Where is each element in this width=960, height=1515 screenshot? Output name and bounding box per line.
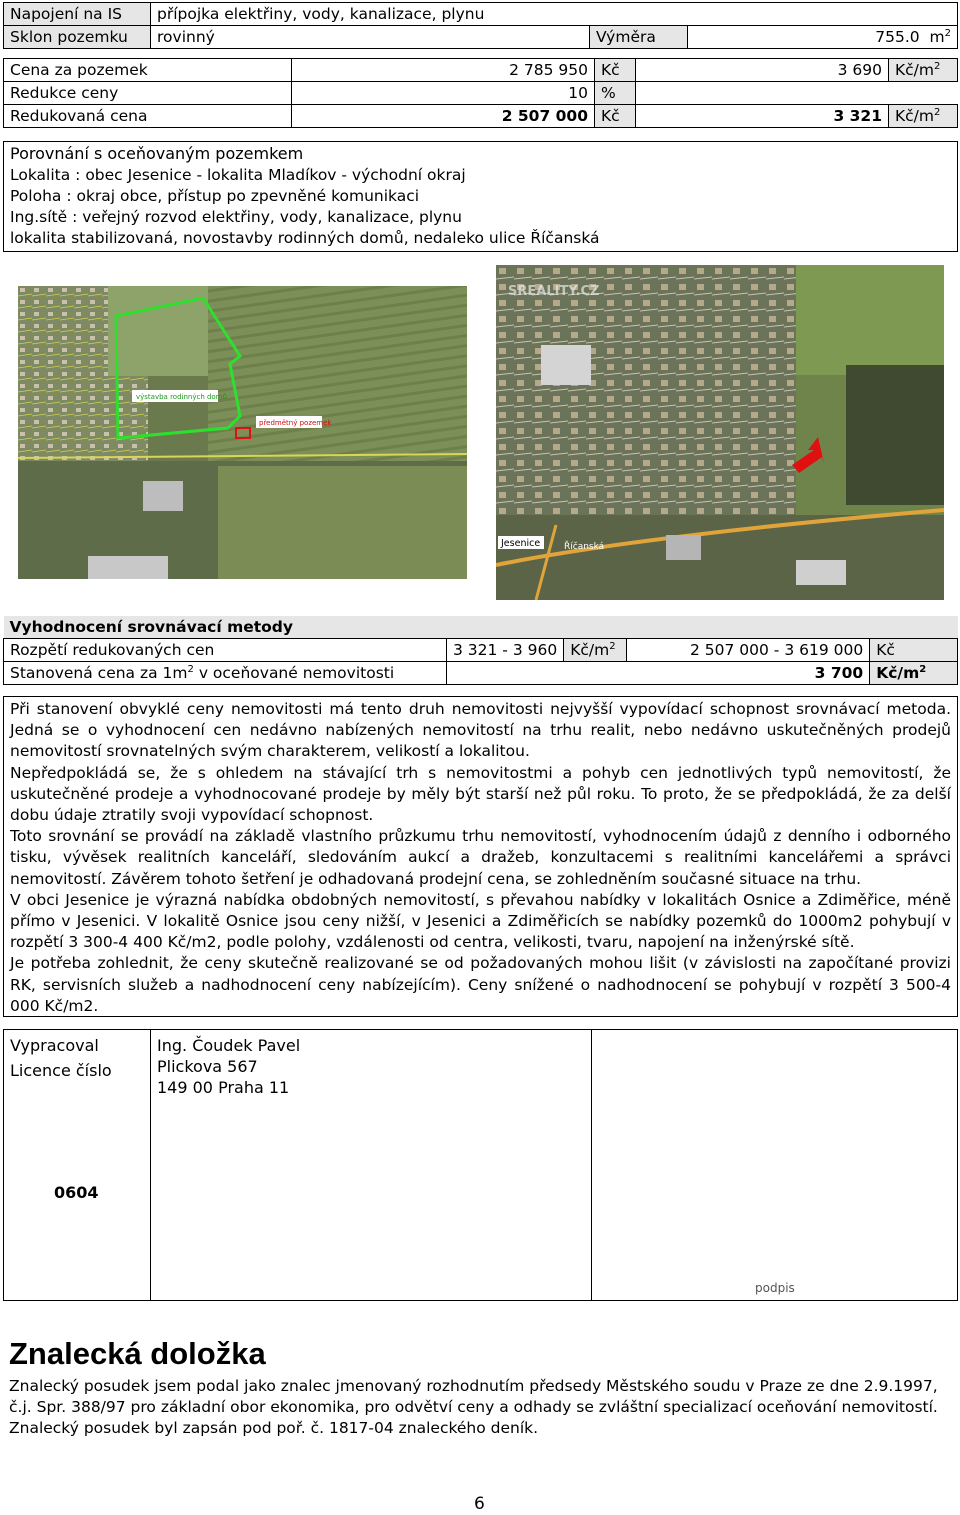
comparison-line: Lokalita : obec Jesenice - lokalita Mladíkov - východní okraj [10, 166, 466, 184]
comparison-line: lokalita stabilizovaná, novostavby rodinných domů, nedaleko ulice Říčanská [10, 229, 600, 247]
sklon-value: rovinný [151, 26, 590, 49]
clause-line: Znalecký posudek jsem podal jako znalec jmenovaný rozhodnutím předsedy Městského soudu v Praze ze dne 2.9.1997, č.j. Spr. 388/97 pro základní obor ekonomika, pro odvětví ceny a odhady se zvláštní specializací oceňování nemovitostí. [9, 1377, 938, 1416]
redukce-unit: % [595, 82, 636, 105]
paragraph: Při stanovení obvyklé ceny nemovitosti má tento druh nemovitosti nejvyšší vypovídací schopnost srovnávací metoda. Jedná se o vyhodnocení cen nedávno nabízených nemovitostí na trhu realit, nebo nedávno uskutečněných prodejů nemovitostí srovnatelných svým charakterem, velikostí a lokalitou. [10, 700, 951, 761]
expert-name: Ing. Čoudek Pavel [157, 1036, 301, 1055]
clause-title: Znalecká doložka [9, 1336, 266, 1371]
cena-m2-unit: $Kč/m^2$ [889, 59, 958, 82]
napojeni-value: přípojka elektřiny, vody, kanalizace, plynu [151, 3, 958, 26]
vymera-value: 755.0 [875, 28, 920, 46]
expert-street: Plickova 567 [157, 1057, 258, 1076]
comparison-title: Porovnání s oceňovaným pozemkem [10, 144, 304, 163]
sreality-watermark: SREALITY.CZ [508, 284, 600, 299]
redukce-value: 10 [292, 82, 595, 105]
comparison-line: Poloha : okraj obce, přístup po zpevněné komunikaci [10, 187, 420, 205]
signature-box [3, 1029, 958, 1301]
redukovana-m2-unit: $Kč/m^2$ [889, 105, 958, 128]
evaluation-title: Vyhodnocení srovnávací metody [4, 616, 958, 639]
town-label: Jesenice [501, 538, 541, 549]
expert-city: 149 00 Praha 11 [157, 1078, 290, 1097]
paragraph: Je potřeba zohlednit, že ceny skutečně realizované se od požadovaných mohou lišit (v závislosti na započítané provizi RK, servisních služeb a nadhodnocení ceny nabízejícím). Ceny snížené o nadhodnocení se pohybují v rozpětí 3 500-4 000 Kč/m2. [10, 954, 951, 1015]
range-unit: $Kč/m^2$ [564, 639, 627, 662]
range-value: 3 321 - 3 960 [447, 639, 564, 662]
set-unit: $Kč/m^2$ [870, 662, 958, 685]
cena-unit: Kč [595, 59, 636, 82]
vypracoval-label: Vypracoval [10, 1036, 99, 1055]
range-label: Rozpětí redukovaných cen [4, 639, 447, 662]
vymera-unit: m [929, 28, 945, 46]
set-label: Stanovená cena za $1m^2$ v oceňované nemovitosti [4, 662, 447, 685]
range-total: 2 507 000 - 3 619 000 [627, 639, 870, 662]
sklon-label: Sklon pozemku [4, 26, 151, 49]
clause-text [9, 1376, 944, 1439]
comparison-line: Ing.sítě : veřejný rozvod elektřiny, vody, kanalizace, plynu [10, 208, 462, 226]
set-value: 3 700 [447, 662, 870, 685]
page-number: 6 [474, 1494, 485, 1514]
cadastral-aerial-map [18, 286, 467, 579]
redukovana-value: 2 507 000 [292, 105, 595, 128]
label-subject-plot: předmětný pozemek [259, 419, 332, 427]
podpis-label: podpis [755, 1281, 795, 1295]
licence-label: Licence číslo [10, 1061, 112, 1080]
napojeni-label: Napojení na IS [4, 3, 151, 26]
cena-label: Cena za pozemek [4, 59, 292, 82]
site-info-table [3, 2, 958, 49]
licence-number: 0604 [54, 1183, 99, 1202]
evaluation-table [3, 616, 958, 685]
paragraph: V obci Jesenice je výrazná nabídka obdobných nemovitostí, s převahou nabídky v lokalitách Osnice a Zdiměřice, méně přímo v Jesenici. V lokalitě Osnice jsou ceny nižší, v Jesenici a Zdiměřicích se nabídky pozemků do 1000m2 pohybují v rozpětí 3 300-4 400 Kč/m2, podle polohy, vzdálenosti od centra, velikosti, tvaru, napojení na inženýrské sítě. [10, 890, 951, 952]
paragraph: Nepředpokládá se, že s ohledem na stávající trh s nemovitostmi a pohyb cen jednotlivých typů nemovitostí, že uskutečněné prodeje a vyhodnocované prodeje by měly být starší než půl roku. To proto, že se předpokládá, že za delší dobu údaje ztratily svoji vypovídací schopnost. [10, 763, 951, 825]
label-housing: výstavba rodinných domů [136, 393, 227, 401]
vymera-cell: 755.0 $m^2$ [688, 26, 958, 49]
method-text-box [3, 696, 958, 1017]
comparison-box [3, 141, 958, 252]
redukovana-label: Redukovaná cena [4, 105, 292, 128]
aerial-photo-map [496, 265, 944, 600]
paragraph: Toto srovnání se provádí na základě vlastního průzkumu trhu nemovitostí, vyhodnocením údajů z denního i odborného tisku, vývěsek realitních kanceláří, sledováním aukcí a dražeb, konzultacemi s realitními kancelářemi a správci nemovitostí. Závěrem tohoto šetření je odhadovaná prodejní cena, se zohledněním současné situace na trhu. [10, 827, 951, 888]
cena-value: 2 785 950 [292, 59, 595, 82]
clause-line: Znalecký posudek byl zapsán pod poř. č. 1817-04 znaleckého deník. [9, 1419, 539, 1437]
redukce-label: Redukce ceny [4, 82, 292, 105]
range-total-unit: Kč [870, 639, 958, 662]
redukovana-m2: 3 321 [636, 105, 889, 128]
street-label: Říčanská [564, 542, 605, 552]
redukovana-unit: Kč [595, 105, 636, 128]
price-table [3, 58, 958, 128]
cena-m2: 3 690 [636, 59, 889, 82]
vymera-label: Výměra [590, 26, 688, 49]
